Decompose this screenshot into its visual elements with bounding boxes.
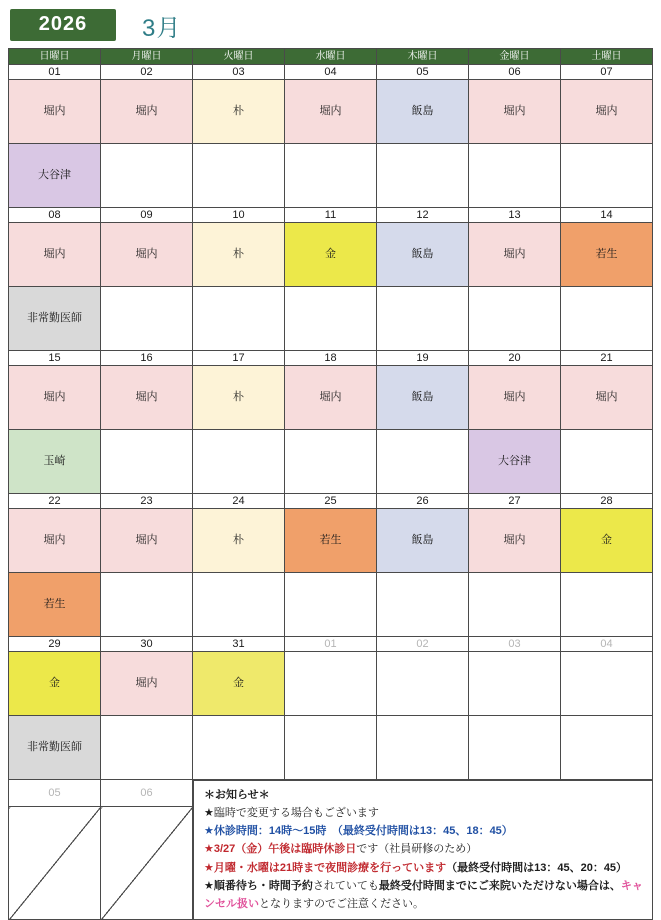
day-number-cell: 30: [101, 637, 193, 652]
notice-text: ★: [204, 825, 214, 838]
shift-cell: [469, 366, 561, 430]
notice-text: （最終受付時間は13：45、20：45）: [446, 861, 628, 874]
notice-line: [204, 859, 644, 877]
shift-cell-empty: [377, 652, 469, 716]
day-number-cell: 06: [101, 780, 193, 807]
shift-cell-empty: [561, 287, 653, 351]
doctor-name: 非常勤医師: [27, 311, 82, 324]
shift-cell: [469, 80, 561, 144]
day-number-cell: 06: [469, 65, 561, 80]
doctor-name: 堀内: [503, 533, 526, 546]
morning-shift-row: [9, 223, 653, 287]
notice-text: （最終受付時間は13：45、18：45）: [326, 825, 513, 838]
day-number-cell: 15: [9, 351, 101, 366]
doctor-name: 朴: [233, 390, 244, 403]
shift-cell-empty: [101, 573, 193, 637]
shift-cell-empty: [377, 716, 469, 780]
day-number-cell: 08: [9, 208, 101, 223]
doctor-name: 大谷津: [498, 454, 531, 467]
doctor-name: 堀内: [503, 247, 526, 260]
day-number-cell: 07: [561, 65, 653, 80]
shift-cell: [193, 366, 285, 430]
doctor-name: 若生: [43, 597, 66, 610]
day-number-cell: 21: [561, 351, 653, 366]
day-number-cell: 03: [193, 65, 285, 80]
day-number-cell: 28: [561, 494, 653, 509]
notice-cell: [193, 780, 653, 920]
page-header: [10, 8, 653, 42]
shift-cell-empty: [101, 430, 193, 494]
day-number-cell: 29: [9, 637, 101, 652]
shift-cell: [285, 223, 377, 287]
shift-cell: [377, 509, 469, 573]
morning-shift-row: [9, 652, 653, 716]
shift-cell-empty: [9, 807, 101, 920]
doctor-name: 飯島: [411, 247, 434, 260]
doctor-name: 朴: [233, 104, 244, 117]
notice-text: 3/27（金）午後は臨時休診日: [213, 843, 357, 856]
notice-text: となりますのでご注意ください。: [259, 897, 424, 910]
shift-cell: [9, 287, 101, 351]
notice-text: 月曜・水曜は21時まで夜間診療を行っています: [213, 861, 447, 874]
shift-cell: [285, 509, 377, 573]
doctor-name: 金: [233, 676, 244, 689]
schedule-calendar: [8, 48, 653, 920]
day-number-cell: 12: [377, 208, 469, 223]
day-number-cell: 04: [561, 637, 653, 652]
doctor-name: 大谷津: [38, 168, 71, 181]
month-label: 3月: [142, 14, 182, 42]
shift-cell-empty: [377, 144, 469, 208]
shift-cell-empty: [285, 652, 377, 716]
calendar-head: [9, 49, 653, 65]
shift-cell: [469, 509, 561, 573]
doctor-name: 朴: [233, 247, 244, 260]
weekday-header-mon: 月曜日: [101, 49, 193, 65]
day-number-row: [9, 65, 653, 80]
shift-cell-empty: [377, 573, 469, 637]
day-number-cell: 01: [285, 637, 377, 652]
shift-cell-empty: [561, 144, 653, 208]
doctor-name: 堀内: [43, 104, 66, 117]
shift-cell: [9, 80, 101, 144]
day-number-cell: 05: [377, 65, 469, 80]
shift-cell: [377, 366, 469, 430]
notice-line: [204, 804, 644, 822]
shift-cell: [561, 366, 653, 430]
notice-text: ★: [204, 843, 214, 856]
day-number-cell: 24: [193, 494, 285, 509]
notice-line: [204, 822, 644, 840]
shift-cell-empty: [561, 716, 653, 780]
shift-cell: [561, 80, 653, 144]
doctor-name: 金: [601, 533, 612, 546]
notice-box: [193, 780, 653, 920]
doctor-name: 堀内: [135, 390, 158, 403]
shift-cell: [561, 223, 653, 287]
day-number-cell: 16: [101, 351, 193, 366]
notice-line: [204, 840, 644, 858]
afternoon-shift-row: [9, 144, 653, 208]
shift-cell-empty: [561, 573, 653, 637]
day-number-cell: 11: [285, 208, 377, 223]
shift-cell: [561, 509, 653, 573]
shift-cell: [9, 652, 101, 716]
shift-cell: [9, 509, 101, 573]
day-number-cell: 04: [285, 65, 377, 80]
day-number-cell: 25: [285, 494, 377, 509]
doctor-name: 飯島: [411, 104, 434, 117]
day-number-cell: 22: [9, 494, 101, 509]
shift-cell-empty: [193, 144, 285, 208]
day-number-cell: 05: [9, 780, 101, 807]
doctor-name: 若生: [595, 247, 618, 260]
shift-cell-empty: [469, 652, 561, 716]
shift-cell: [469, 223, 561, 287]
doctor-name: 堀内: [595, 390, 618, 403]
afternoon-shift-row: [9, 716, 653, 780]
notice-text: です（社員研修のため）: [356, 843, 478, 856]
notice-text: 休診時間：14時～15時: [213, 825, 327, 838]
shift-cell-empty: [193, 287, 285, 351]
doctor-name: 玉崎: [43, 454, 66, 467]
shift-cell-empty: [101, 144, 193, 208]
shift-cell-empty: [101, 287, 193, 351]
weekday-header-wed: 水曜日: [285, 49, 377, 65]
shift-cell: [9, 144, 101, 208]
doctor-name: 堀内: [503, 390, 526, 403]
notice-title: ＊お知らせ＊: [204, 789, 270, 801]
shift-cell-empty: [469, 144, 561, 208]
day-number-row: [9, 494, 653, 509]
notice-text: キャンセル扱い: [204, 879, 643, 910]
doctor-name: 飯島: [411, 390, 434, 403]
shift-cell: [9, 716, 101, 780]
shift-cell: [9, 223, 101, 287]
shift-cell: [9, 573, 101, 637]
day-number-cell: 18: [285, 351, 377, 366]
shift-cell: [285, 366, 377, 430]
shift-cell: [101, 223, 193, 287]
shift-cell: [193, 652, 285, 716]
shift-cell: [377, 80, 469, 144]
shift-cell-empty: [285, 573, 377, 637]
doctor-name: 金: [325, 247, 336, 260]
notice-text: されていても: [312, 879, 379, 892]
doctor-name: 若生: [319, 533, 342, 546]
shift-cell-empty: [561, 430, 653, 494]
shift-cell-empty: [469, 573, 561, 637]
day-number-cell: 19: [377, 351, 469, 366]
day-number-cell: 13: [469, 208, 561, 223]
doctor-name: 堀内: [43, 533, 66, 546]
doctor-name: 飯島: [411, 533, 434, 546]
day-number-cell: 27: [469, 494, 561, 509]
shift-cell: [285, 80, 377, 144]
day-number-cell: 31: [193, 637, 285, 652]
shift-cell-empty: [561, 652, 653, 716]
day-number-row: [9, 637, 653, 652]
morning-shift-row: [9, 366, 653, 430]
doctor-name: 堀内: [319, 390, 342, 403]
notice-line: [204, 877, 644, 913]
shift-cell: [469, 430, 561, 494]
doctor-name: 堀内: [135, 533, 158, 546]
shift-cell: [101, 652, 193, 716]
day-number-row: [9, 208, 653, 223]
day-number-cell: 02: [377, 637, 469, 652]
afternoon-shift-row: [9, 287, 653, 351]
shift-cell: [101, 80, 193, 144]
notice-text: ★臨時で変更する場合もございます: [204, 807, 379, 820]
shift-cell-empty: [101, 716, 193, 780]
weekday-header-row: [9, 49, 653, 65]
morning-shift-row: [9, 509, 653, 573]
day-number-cell: 01: [9, 65, 101, 80]
doctor-name: 堀内: [135, 247, 158, 260]
shift-cell: [101, 509, 193, 573]
shift-cell: [9, 366, 101, 430]
shift-cell: [377, 223, 469, 287]
morning-shift-row: [9, 80, 653, 144]
shift-cell-empty: [285, 716, 377, 780]
doctor-name: 堀内: [503, 104, 526, 117]
shift-cell-empty: [285, 287, 377, 351]
doctor-name: 金: [49, 676, 60, 689]
day-number-cell: 10: [193, 208, 285, 223]
day-number-cell: 26: [377, 494, 469, 509]
notice-text: 最終受付時間までにご来院いただけない場合は、: [378, 879, 621, 892]
shift-cell-empty: [285, 430, 377, 494]
shift-cell-empty: [377, 287, 469, 351]
shift-cell-empty: [193, 430, 285, 494]
notice-text: ★: [204, 861, 214, 874]
shift-cell: [193, 509, 285, 573]
final-day-number-row: [9, 780, 653, 807]
day-number-row: [9, 351, 653, 366]
shift-cell-empty: [193, 573, 285, 637]
year-badge: 2026: [10, 9, 116, 41]
doctor-name: 非常勤医師: [27, 740, 82, 753]
doctor-name: 堀内: [595, 104, 618, 117]
calendar-body: [9, 65, 653, 920]
weekday-header-tue: 火曜日: [193, 49, 285, 65]
weekday-header-fri: 金曜日: [469, 49, 561, 65]
doctor-name: 朴: [233, 533, 244, 546]
weekday-header-thu: 木曜日: [377, 49, 469, 65]
shift-cell-empty: [285, 144, 377, 208]
doctor-name: 堀内: [43, 390, 66, 403]
afternoon-shift-row: [9, 573, 653, 637]
afternoon-shift-row: [9, 430, 653, 494]
shift-cell: [9, 430, 101, 494]
day-number-cell: 14: [561, 208, 653, 223]
shift-cell: [193, 223, 285, 287]
day-number-cell: 20: [469, 351, 561, 366]
weekday-header-sun: 日曜日: [9, 49, 101, 65]
day-number-cell: 03: [469, 637, 561, 652]
doctor-name: 堀内: [43, 247, 66, 260]
day-number-cell: 09: [101, 208, 193, 223]
doctor-name: 堀内: [135, 104, 158, 117]
shift-cell-empty: [101, 807, 193, 920]
shift-cell-empty: [469, 287, 561, 351]
doctor-name: 堀内: [319, 104, 342, 117]
weekday-header-sat: 土曜日: [561, 49, 653, 65]
shift-cell-empty: [377, 430, 469, 494]
doctor-name: 堀内: [135, 676, 158, 689]
shift-cell-empty: [469, 716, 561, 780]
day-number-cell: 23: [101, 494, 193, 509]
shift-cell: [101, 366, 193, 430]
day-number-cell: 17: [193, 351, 285, 366]
notice-text: ★順番待ち・時間予約: [204, 879, 313, 892]
day-number-cell: 02: [101, 65, 193, 80]
shift-cell-empty: [193, 716, 285, 780]
shift-cell: [193, 80, 285, 144]
